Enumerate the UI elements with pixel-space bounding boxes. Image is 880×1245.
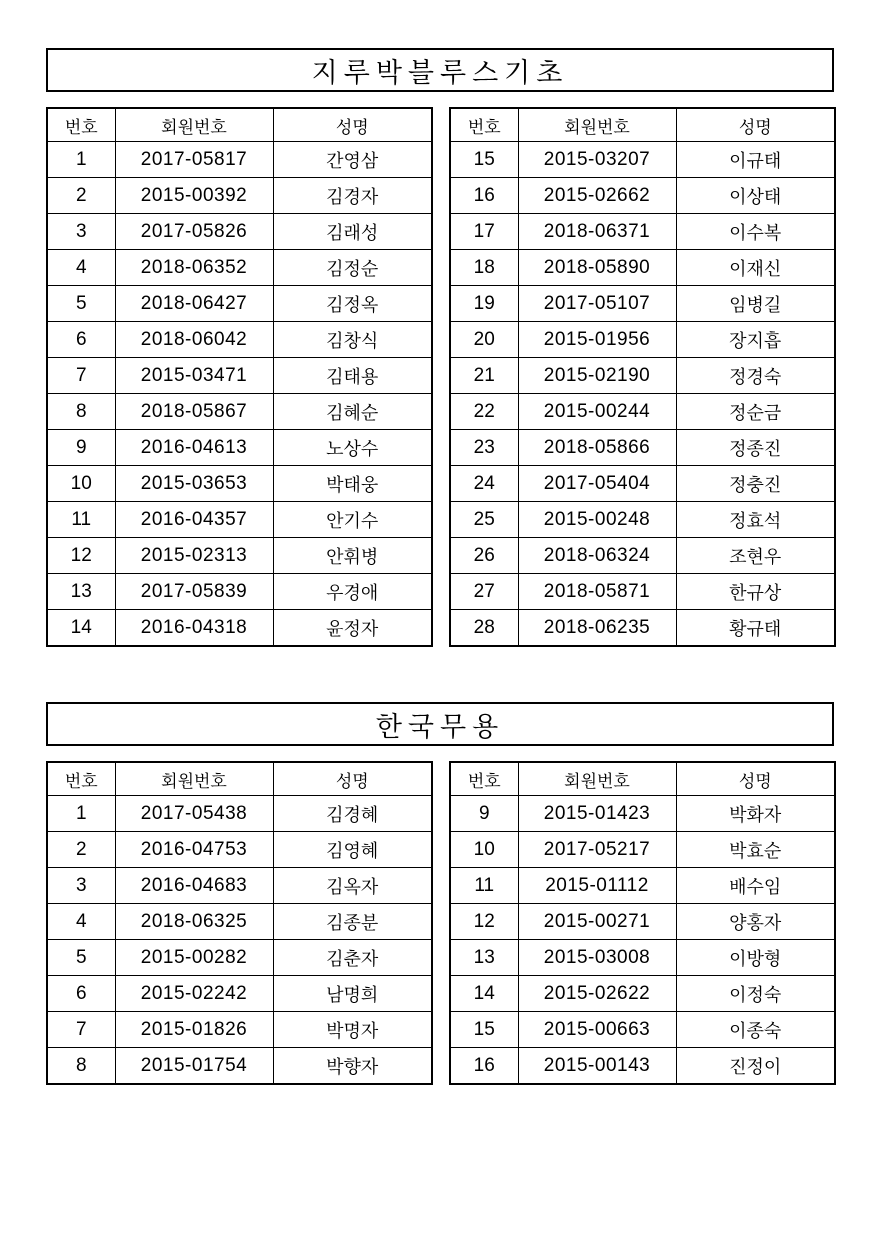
cell-member-id: 2015-00143 <box>518 1048 676 1085</box>
cell-name: 배수임 <box>676 868 835 904</box>
header-name: 성명 <box>676 108 835 142</box>
cell-name: 노상수 <box>273 430 432 466</box>
cell-member-id: 2018-06324 <box>518 538 676 574</box>
cell-member-id: 2015-00392 <box>115 178 273 214</box>
header-name: 성명 <box>676 762 835 796</box>
cell-member-id: 2015-00282 <box>115 940 273 976</box>
cell-name: 김옥자 <box>273 868 432 904</box>
table-row <box>47 178 432 214</box>
cell-number: 15 <box>450 1012 518 1048</box>
cell-number: 12 <box>450 904 518 940</box>
cell-member-id: 2015-02313 <box>115 538 273 574</box>
header-member-id: 회원번호 <box>518 762 676 796</box>
cell-member-id: 2018-06042 <box>115 322 273 358</box>
header-member-id: 회원번호 <box>115 108 273 142</box>
table-row <box>47 538 432 574</box>
header-number: 번호 <box>450 762 518 796</box>
cell-member-id: 2018-06427 <box>115 286 273 322</box>
header-number: 번호 <box>47 108 115 142</box>
header-name: 성명 <box>273 108 432 142</box>
table-row <box>47 796 432 832</box>
table-row <box>450 610 835 647</box>
cell-number: 21 <box>450 358 518 394</box>
table-header-row <box>450 108 835 142</box>
cell-member-id: 2018-05867 <box>115 394 273 430</box>
cell-member-id: 2017-05839 <box>115 574 273 610</box>
cell-number: 20 <box>450 322 518 358</box>
cell-member-id: 2015-01112 <box>518 868 676 904</box>
cell-member-id: 2016-04357 <box>115 502 273 538</box>
cell-number: 4 <box>47 904 115 940</box>
table-row <box>450 214 835 250</box>
cell-member-id: 2015-01826 <box>115 1012 273 1048</box>
table-row <box>47 940 432 976</box>
cell-number: 10 <box>450 832 518 868</box>
cell-name: 이방형 <box>676 940 835 976</box>
table-row <box>47 430 432 466</box>
cell-member-id: 2018-05866 <box>518 430 676 466</box>
cell-number: 2 <box>47 832 115 868</box>
table-row <box>450 322 835 358</box>
cell-number: 28 <box>450 610 518 647</box>
cell-number: 23 <box>450 430 518 466</box>
cell-name: 김경자 <box>273 178 432 214</box>
table-row <box>450 178 835 214</box>
cell-member-id: 2018-06325 <box>115 904 273 940</box>
cell-name: 정충진 <box>676 466 835 502</box>
table-row <box>450 250 835 286</box>
cell-name: 김정옥 <box>273 286 432 322</box>
table-row <box>47 1048 432 1085</box>
table-row <box>47 832 432 868</box>
table-row <box>47 610 432 647</box>
table-row <box>450 358 835 394</box>
table-row <box>450 1012 835 1048</box>
table-row <box>47 466 432 502</box>
cell-number: 11 <box>47 502 115 538</box>
cell-number: 22 <box>450 394 518 430</box>
cell-name: 김혜순 <box>273 394 432 430</box>
cell-name: 장지흡 <box>676 322 835 358</box>
cell-name: 황규태 <box>676 610 835 647</box>
table-row <box>450 832 835 868</box>
table-row <box>450 538 835 574</box>
cell-name: 김창식 <box>273 322 432 358</box>
cell-member-id: 2015-00663 <box>518 1012 676 1048</box>
cell-name: 양홍자 <box>676 904 835 940</box>
cell-number: 4 <box>47 250 115 286</box>
table-row <box>47 904 432 940</box>
table-row <box>450 430 835 466</box>
cell-member-id: 2018-06235 <box>518 610 676 647</box>
table-row <box>450 904 835 940</box>
cell-name: 박명자 <box>273 1012 432 1048</box>
cell-number: 17 <box>450 214 518 250</box>
cell-name: 윤정자 <box>273 610 432 647</box>
cell-number: 3 <box>47 214 115 250</box>
roster-table-left <box>46 761 433 1085</box>
cell-number: 26 <box>450 538 518 574</box>
cell-member-id: 2015-00244 <box>518 394 676 430</box>
cell-member-id: 2015-00271 <box>518 904 676 940</box>
cell-member-id: 2016-04613 <box>115 430 273 466</box>
table-header-row <box>450 762 835 796</box>
cell-name: 이상태 <box>676 178 835 214</box>
cell-number: 6 <box>47 976 115 1012</box>
cell-member-id: 2015-01754 <box>115 1048 273 1085</box>
cell-number: 7 <box>47 1012 115 1048</box>
cell-member-id: 2016-04753 <box>115 832 273 868</box>
cell-member-id: 2016-04683 <box>115 868 273 904</box>
cell-number: 2 <box>47 178 115 214</box>
cell-number: 6 <box>47 322 115 358</box>
cell-name: 박화자 <box>676 796 835 832</box>
cell-member-id: 2017-05217 <box>518 832 676 868</box>
section-korean-dance <box>46 702 834 1078</box>
cell-member-id: 2017-05826 <box>115 214 273 250</box>
section-title: 지루박블루스기초 <box>46 48 834 92</box>
table-row <box>450 286 835 322</box>
cell-name: 정효석 <box>676 502 835 538</box>
table-row <box>47 286 432 322</box>
table-row <box>47 868 432 904</box>
cell-name: 한규상 <box>676 574 835 610</box>
cell-number: 14 <box>450 976 518 1012</box>
cell-member-id: 2018-05890 <box>518 250 676 286</box>
cell-member-id: 2016-04318 <box>115 610 273 647</box>
table-row <box>450 796 835 832</box>
table-row <box>450 868 835 904</box>
cell-member-id: 2015-01423 <box>518 796 676 832</box>
table-row <box>47 394 432 430</box>
cell-member-id: 2015-02190 <box>518 358 676 394</box>
cell-name: 박태웅 <box>273 466 432 502</box>
cell-number: 14 <box>47 610 115 647</box>
table-row <box>47 502 432 538</box>
header-number: 번호 <box>450 108 518 142</box>
cell-name: 정종진 <box>676 430 835 466</box>
cell-number: 13 <box>450 940 518 976</box>
table-row <box>450 142 835 178</box>
cell-name: 김종분 <box>273 904 432 940</box>
cell-member-id: 2017-05404 <box>518 466 676 502</box>
header-member-id: 회원번호 <box>115 762 273 796</box>
cell-name: 우경애 <box>273 574 432 610</box>
table-row <box>47 976 432 1012</box>
cell-member-id: 2018-06352 <box>115 250 273 286</box>
cell-number: 7 <box>47 358 115 394</box>
table-row <box>47 322 432 358</box>
cell-name: 안휘병 <box>273 538 432 574</box>
header-member-id: 회원번호 <box>518 108 676 142</box>
cell-number: 8 <box>47 394 115 430</box>
roster-table-right <box>449 107 836 647</box>
cell-number: 5 <box>47 286 115 322</box>
cell-member-id: 2015-01956 <box>518 322 676 358</box>
cell-name: 이수복 <box>676 214 835 250</box>
section-jirubak <box>46 48 834 640</box>
cell-number: 18 <box>450 250 518 286</box>
cell-number: 11 <box>450 868 518 904</box>
cell-member-id: 2015-03471 <box>115 358 273 394</box>
cell-member-id: 2015-02622 <box>518 976 676 1012</box>
cell-name: 이재신 <box>676 250 835 286</box>
section-title: 한국무용 <box>46 702 834 746</box>
cell-name: 김경혜 <box>273 796 432 832</box>
cell-member-id: 2017-05107 <box>518 286 676 322</box>
table-row <box>450 466 835 502</box>
cell-member-id: 2015-03008 <box>518 940 676 976</box>
table-row <box>450 940 835 976</box>
roster-table-left <box>46 107 433 647</box>
table-row <box>450 1048 835 1085</box>
cell-number: 8 <box>47 1048 115 1085</box>
header-number: 번호 <box>47 762 115 796</box>
cell-member-id: 2018-05871 <box>518 574 676 610</box>
cell-number: 1 <box>47 142 115 178</box>
cell-name: 박효순 <box>676 832 835 868</box>
cell-number: 9 <box>450 796 518 832</box>
cell-name: 임병길 <box>676 286 835 322</box>
cell-name: 박향자 <box>273 1048 432 1085</box>
table-header-row <box>47 762 432 796</box>
cell-name: 김태용 <box>273 358 432 394</box>
cell-name: 남명희 <box>273 976 432 1012</box>
cell-number: 13 <box>47 574 115 610</box>
cell-number: 24 <box>450 466 518 502</box>
cell-name: 이정숙 <box>676 976 835 1012</box>
cell-name: 정순금 <box>676 394 835 430</box>
cell-name: 정경숙 <box>676 358 835 394</box>
cell-name: 안기수 <box>273 502 432 538</box>
table-row <box>47 250 432 286</box>
table-row <box>47 1012 432 1048</box>
cell-number: 25 <box>450 502 518 538</box>
table-header-row <box>47 108 432 142</box>
cell-name: 진정이 <box>676 1048 835 1085</box>
cell-number: 10 <box>47 466 115 502</box>
table-row <box>450 502 835 538</box>
cell-number: 16 <box>450 178 518 214</box>
cell-name: 김영혜 <box>273 832 432 868</box>
cell-member-id: 2015-02662 <box>518 178 676 214</box>
cell-name: 김춘자 <box>273 940 432 976</box>
roster-table-right <box>449 761 836 1085</box>
cell-name: 간영삼 <box>273 142 432 178</box>
table-row <box>47 574 432 610</box>
cell-member-id: 2015-03653 <box>115 466 273 502</box>
cell-name: 이규태 <box>676 142 835 178</box>
table-row <box>450 976 835 1012</box>
cell-member-id: 2015-02242 <box>115 976 273 1012</box>
cell-name: 김정순 <box>273 250 432 286</box>
cell-member-id: 2015-00248 <box>518 502 676 538</box>
cell-member-id: 2017-05817 <box>115 142 273 178</box>
cell-number: 9 <box>47 430 115 466</box>
cell-number: 16 <box>450 1048 518 1085</box>
cell-name: 조현우 <box>676 538 835 574</box>
table-row <box>47 214 432 250</box>
cell-name: 김래성 <box>273 214 432 250</box>
table-row <box>450 574 835 610</box>
cell-member-id: 2015-03207 <box>518 142 676 178</box>
table-row <box>47 358 432 394</box>
cell-number: 27 <box>450 574 518 610</box>
cell-number: 5 <box>47 940 115 976</box>
header-name: 성명 <box>273 762 432 796</box>
table-row <box>450 394 835 430</box>
cell-name: 이종숙 <box>676 1012 835 1048</box>
cell-number: 19 <box>450 286 518 322</box>
table-row <box>47 142 432 178</box>
cell-number: 15 <box>450 142 518 178</box>
cell-number: 3 <box>47 868 115 904</box>
cell-member-id: 2017-05438 <box>115 796 273 832</box>
cell-member-id: 2018-06371 <box>518 214 676 250</box>
cell-number: 1 <box>47 796 115 832</box>
cell-number: 12 <box>47 538 115 574</box>
